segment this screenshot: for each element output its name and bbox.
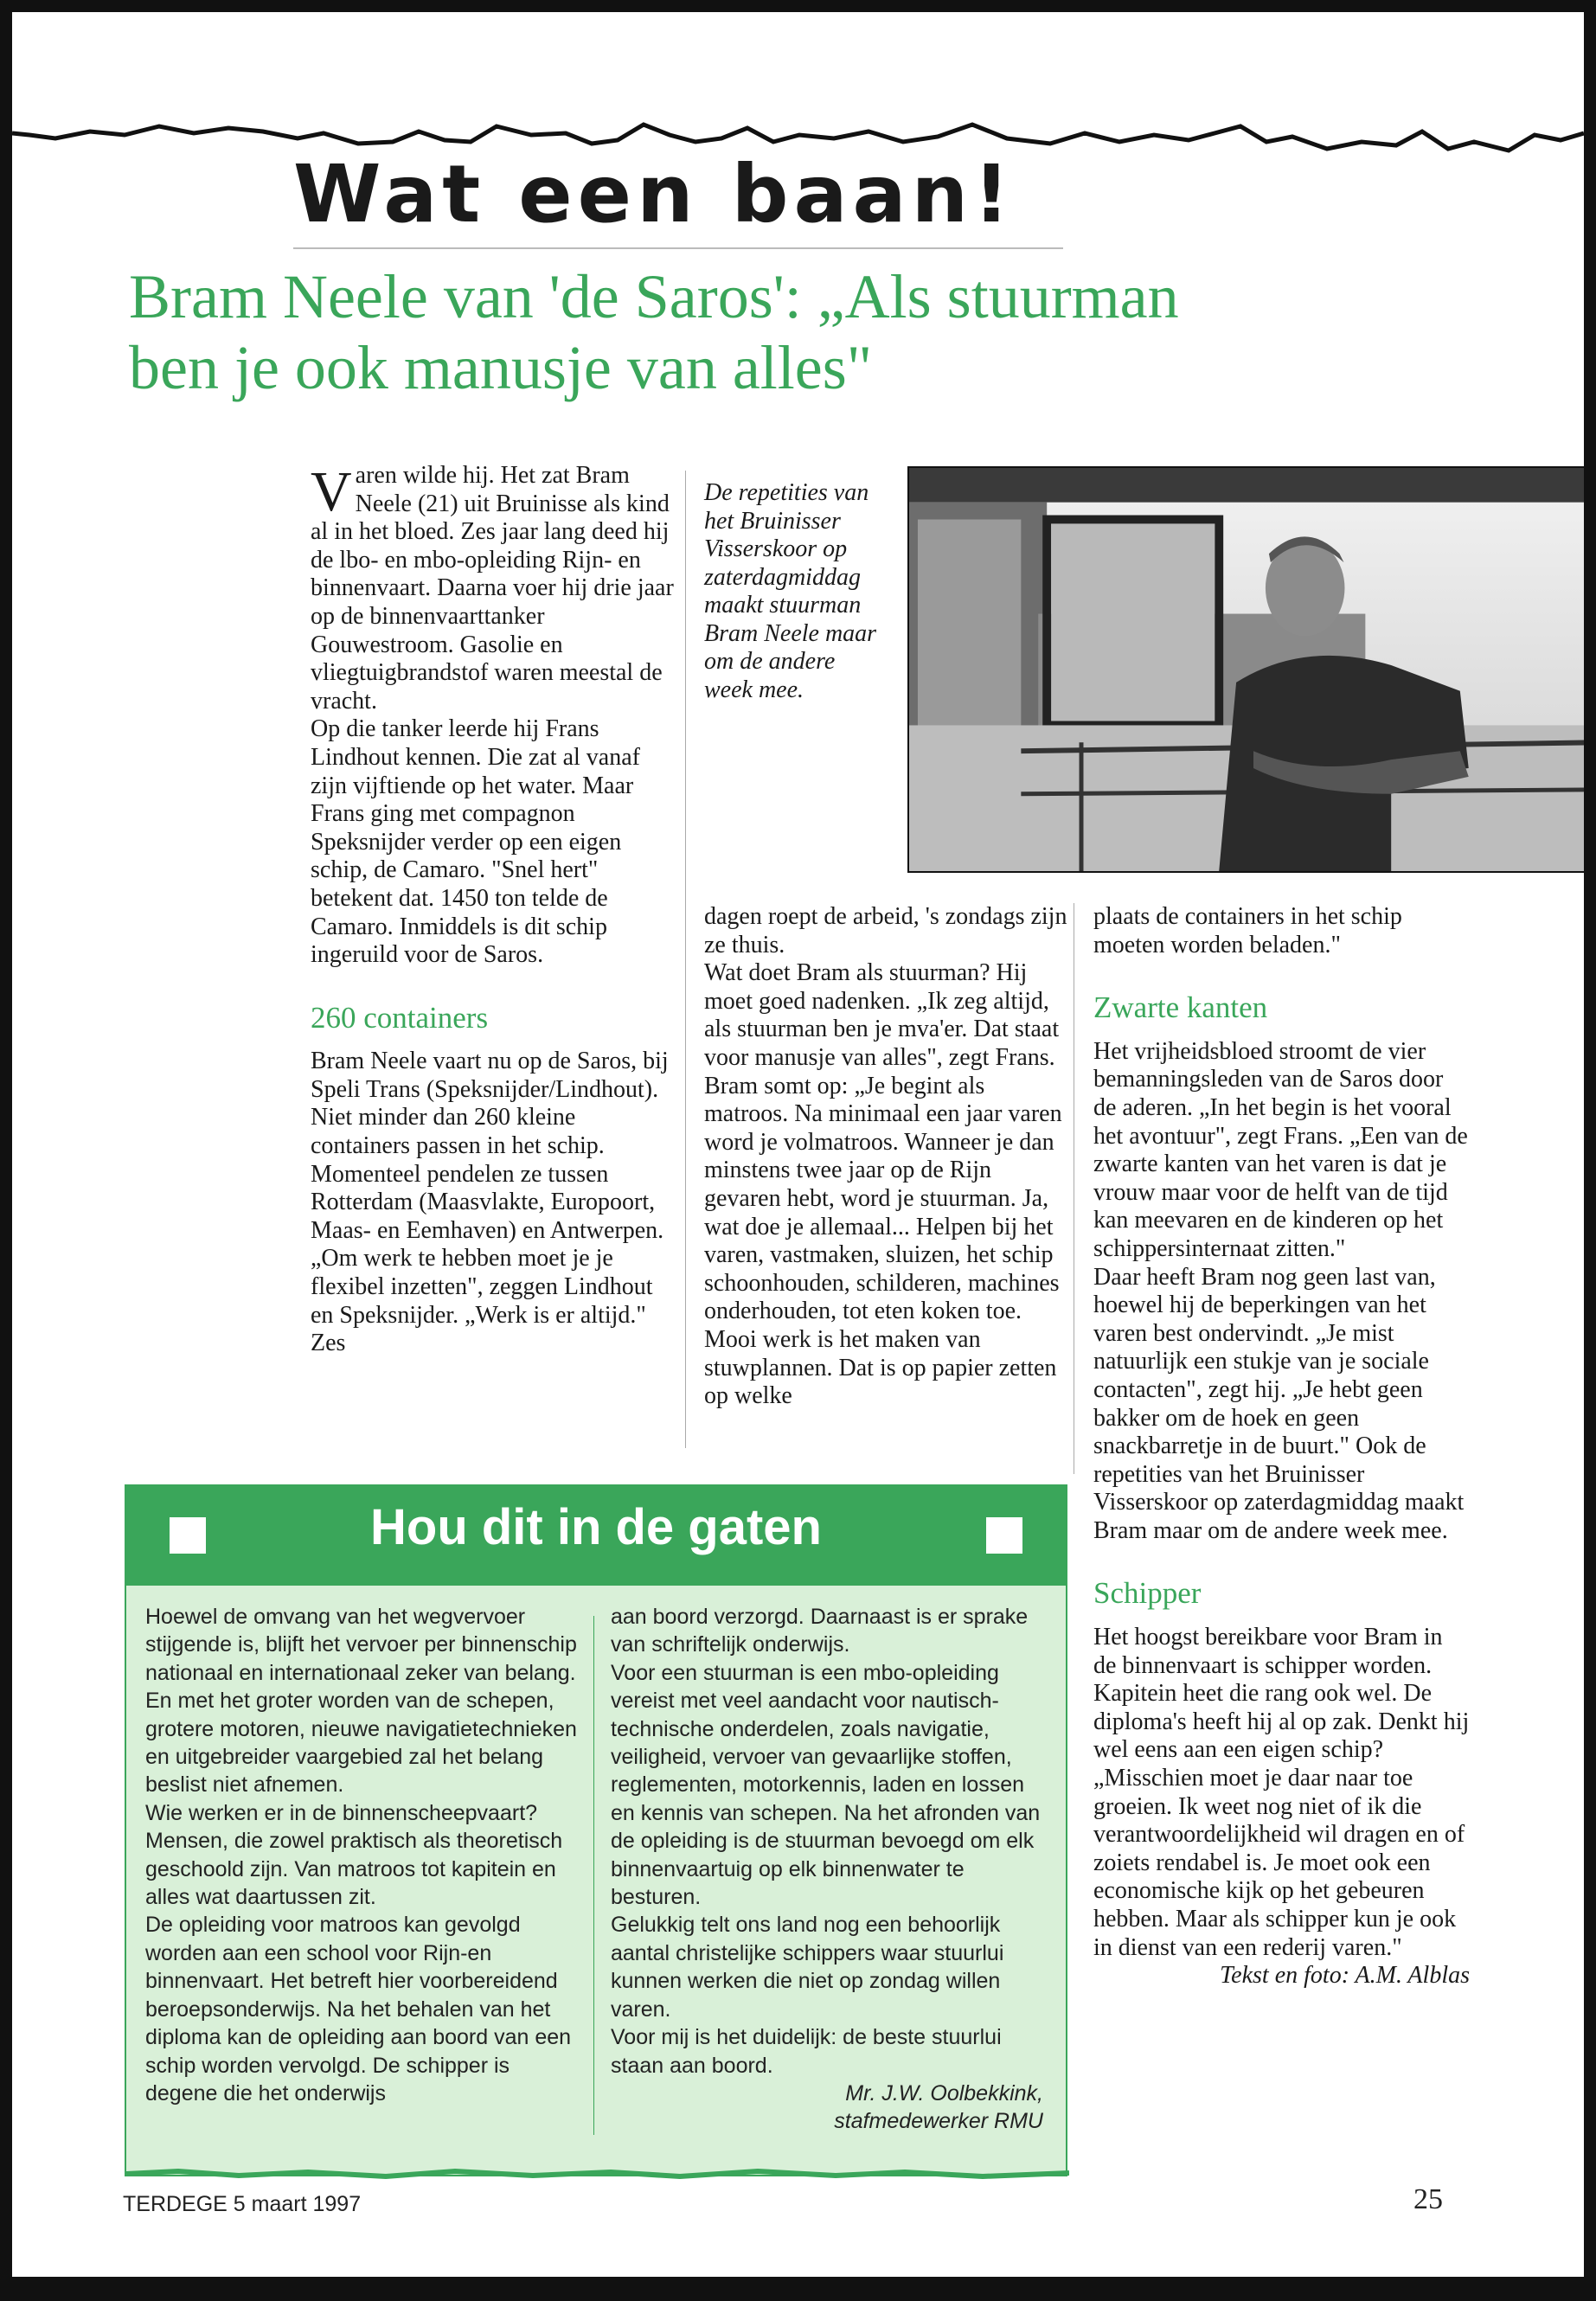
square-bullet-icon [986, 1517, 1022, 1554]
box-signature-name: Mr. J.W. Oolbekkink, [845, 2080, 1043, 2106]
box-paragraph: Wie werken er in de binnenscheepvaart? Mensen, die zowel praktisch als theoretisch geschoold zijn. Van matroos tot kapitein en alles wat daartussen zit. [145, 1800, 563, 1910]
paragraph: Het vrijheidsbloed stroomt de vier bemanningsleden van de Saros door de aderen. „In het begin is het vooral het avontuur", zegt Frans. „Een van de zwarte kanten van het varen is dat je vrouw maar voor de helft van de tijd kan meevaren en de kinderen op het schippersinternaat zitten." [1093, 1037, 1468, 1262]
photo-caption: De repetities van het Bruinisser Visserskoor op zaterdagmiddag maakt stuurman Bram Neele maar om de andere week mee. [704, 479, 877, 703]
info-box [125, 1484, 1067, 2176]
kicker-rule [293, 247, 1063, 249]
paragraph: dagen roept de arbeid, 's zondags zijn ze thuis. [704, 903, 1067, 958]
paragraph: Momenteel pendelen ze tussen Rotterdam (Maasvlakte, Europoort, Maas- en Eemhaven) en Antwerpen. „Om werk te hebben moet je je flexibel inzetten", zeggen Lindhout en Speksnijder. „Werk is er altijd." Zes [311, 1160, 664, 1357]
subheading-schipper: Schipper [1093, 1576, 1202, 1611]
subheading-zwarte-kanten: Zwarte kanten [1093, 990, 1268, 1025]
intro-paragraph: Varen wilde hij. Het zat Bram Neele (21) uit Bruinisse als kind al in het bloed. Zes jaar lang deed hij de lbo- en mbo-opleiding Rijn- en binnenvaart. Daarna voer hij drie jaar op de binnenvaarttanker Gouwestroom. Gasolie en vliegtuigbrandstof waren meestal de vracht. [311, 460, 674, 715]
box-torn-bottom [126, 2168, 1069, 2180]
info-box-column-left [145, 1603, 578, 2107]
paragraph: Bram Neele vaart nu op de Saros, bij Speli Trans (Speksnijder/Lindhout). Niet minder dan 260 kleine containers passen in het schip. [311, 1048, 669, 1160]
paragraph: plaats de containers in het schip moeten worden beladen." [1093, 903, 1402, 958]
paragraph: Op die tanker leerde hij Frans Lindhout kennen. Die zat al vanaf zijn vijftiende op het water. Maar Frans ging met compagnon Speksnijder verder op een eigen schip, de Camaro. "Snel hert" betekent dat. 1450 ton telde de Camaro. Inmiddels is dit schip ingeruild voor de Saros. [311, 715, 640, 969]
box-paragraph: Voor een stuurman is een mbo-opleiding vereist met veel aandacht voor nautisch-technische onderdelen, zoals navigatie, veiligheid, vervoer van gevaarlijke stoffen, reglementen, motorkennis, laden en lossen en kennis van schepen. Na het afronden van de opleiding is de stuurman bevoegd om elk binnenvaartuig op elk binnenwater te besturen. [611, 1660, 1041, 1910]
info-box-column-right [611, 1603, 1043, 2136]
subheading-containers: 260 containers [311, 1000, 489, 1035]
box-paragraph: Gelukkig telt ons land nog een behoorlijk aantal christelijke schippers waar stuurlui kunnen werken die niet op zondag willen varen. [611, 1913, 1004, 2022]
headline-line-2: ben je ook manusje van alles" [129, 333, 873, 402]
article-headline [129, 261, 1426, 403]
box-signature-role: stafmedewerker RMU [834, 2109, 1043, 2134]
column-rule [685, 471, 686, 1448]
box-paragraph: Voor mij is het duidelijk: de beste stuurlui staan aan boord. [611, 2025, 1002, 2078]
article-column-1 [311, 462, 678, 1358]
info-box-title: Hou dit in de gaten [370, 1499, 822, 1555]
box-paragraph: aan boord verzorgd. Daarnaast is er sprake van schriftelijk onderwijs. [611, 1605, 1029, 1657]
article-column-3 [1093, 903, 1470, 1990]
box-paragraph: Hoewel de omvang van het wegvervoer stijgende is, blijft het vervoer per binnenschip nationaal en internationaal zeker van belang. En met het groter worden van de schepen, grotere motoren, nieuwe navigatietechnieken en uitgebreider vaargebied zal het belang beslist niet afnemen. [145, 1605, 577, 1798]
info-box-header [126, 1486, 1066, 1586]
article-column-2 [704, 903, 1067, 1411]
paragraph: Het hoogst bereikbare voor Bram in de binnenvaart is schipper worden. Kapitein heet die rang ook wel. De diploma's heeft hij al op zak. Denkt hij wel eens aan een eigen schip? „Misschien moet je daar naar toe groeien. Ik weet nog niet of ik die verantwoordelijkheid wil dragen en of zoiets rendabel is. Je moet ook een economische kijk op het gebeuren hebben. Maar als schipper kun je ook in dienst van een rederij varen." [1093, 1624, 1470, 1961]
photo-stuurman [907, 466, 1584, 873]
section-kicker: Wat een baan! [293, 148, 1016, 240]
photo-text-credit: Tekst en foto: A.M. Alblas [1220, 1962, 1470, 1990]
magazine-page [12, 12, 1584, 2277]
box-column-rule [593, 1616, 594, 2135]
box-paragraph: De opleiding voor matroos kan gevolgd worden aan een school voor Rijn-en binnenvaart. Het betreft hier voorbereidend beroepsonderwijs. Na het behalen van het diploma kan de opleiding aan boord van een schip worden vervolgd. De schipper is degene die het onderwijs [145, 1913, 572, 2106]
paragraph: Wat doet Bram als stuurman? Hij moet goed nadenken. „Ik zeg altijd, als stuurman ben je mva'er. Dat staat voor manusje van alles", zegt Frans. Bram somt op: „Je begint als matroos. Na minimaal een jaar varen word je volmatroos. Wanneer je dan minstens twee jaar op de Rijn gevaren hebt, word je stuurman. Ja, wat doe je allemaal... Helpen bij het varen, vastmaken, sluizen, het schip schoonhouden, schilderen, machines onderhouden, tot eten koken toe. Mooi werk is het maken van stuwplannen. Dat is op papier zetten op welke [704, 959, 1062, 1410]
footer-issue: TERDEGE 5 maart 1997 [123, 2192, 362, 2216]
headline-line-1: Bram Neele van 'de Saros': „Als stuurman [129, 262, 1179, 331]
page-number: 25 [1413, 2183, 1443, 2215]
drop-cap: V [311, 460, 352, 523]
paragraph: Daar heeft Bram nog geen last van, hoewel hij de beperkingen van het varen best ondervindt. „Je mist natuurlijk een stukje van je sociale contacten", zegt hij. „Je hebt geen bakker om de hoek en geen snackbarretje in de buurt." Ook de repetities van het Bruinisser Visserskoor op zaterdagmiddag maakt Bram maar om de andere week mee. [1093, 1263, 1465, 1544]
